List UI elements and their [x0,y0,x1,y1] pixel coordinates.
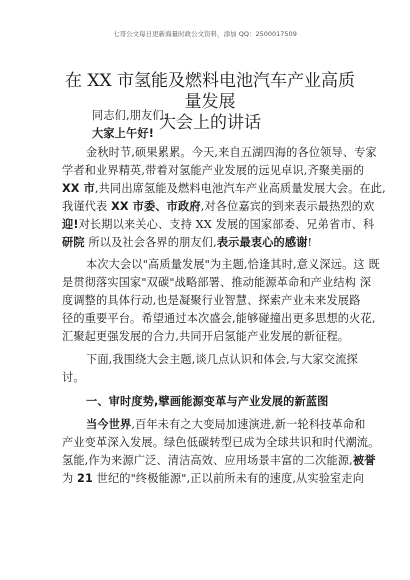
paragraph-2-line-3: 度调整的具体行动,也是凝聚行业智慧、探索产业未来发展路 [62,294,361,307]
text-span: 为 [62,472,78,485]
paragraph-2-line-4: 径的重要平台。希望通过本次盛会,能够碰撞出更多思想的火花, [62,312,376,325]
thanks-emphasis: 表示最衷心的感谢 [216,236,308,249]
paragraph-1-line-3 [62,182,386,196]
city-name: XX 市 [62,182,95,195]
paragraph-1-line-5 [62,218,374,232]
section-heading-1: 一、审时度势,擘画能源变革与产业发展的新蓝图 [86,395,329,408]
text-span: 对长期以来关心、支持 XX 发展的国家部委、兄弟省市、科 [78,218,375,231]
paragraph-4-line-1 [86,418,366,432]
welcome-emphasis: 迎! [62,218,79,231]
paragraph-2-line-1: 本次大会以"高质量发展"为主题,恰逢其时,意义深远。这 既 [86,258,380,271]
header-watermark: 七哥公文每日更新海量时政公文资料，添加 QQ：2500017509 [113,30,297,38]
text-span: ,百年未有之大变局加速演进,新一轮科技革命和 [131,418,366,431]
text-span: 所以及社会各界的朋友们, [84,236,217,249]
title-line-1: 在 XX 市氢能及燃料电池汽车产业高质量发展 [64,71,355,112]
text-span: ,对各位嘉宾的到来表示最热烈的欢 [200,200,375,213]
text-span: ,共同出席氢能及燃料电池汽车产业高质量发展大会。在此, [94,182,386,195]
paragraph-4-line-3 [62,454,376,468]
lead-emphasis: 当今世界 [86,418,132,431]
research-emphasis: 研院 [62,236,85,249]
paragraph-4-line-4 [62,472,364,486]
text-span: ! [307,236,313,249]
paragraph-3-line-1: 下面,我围绕大会主题,谈几点认识和体会,与大家交流探 [86,353,358,366]
text-span: 我谨代表 [62,200,112,213]
paragraph-1-line-2: 学者和业界精英,带着对氢能产业发展的远见卓识,齐聚美丽的 [62,164,365,177]
paragraph-2-line-5: 汇聚起更强发展的合力,共同开启氢能产业发展的新征程。 [62,330,350,343]
paragraph-1-line-4 [62,200,374,214]
text-span: 氢能,作为来源广泛、清洁高效、应用场景丰富的二次能源, [62,454,353,467]
greeting: 同志们,朋友们: [92,109,168,122]
paragraph-2-line-2: 是贯彻落实国家"双碳"战略部署、推动能源革命和产业结构 深 [62,276,372,289]
paragraph-1-line-1: 金秋时节,硕果累累。今天,来自五湖四海的各位领导、专家 [86,146,377,159]
paragraph-4-line-2: 产业变革深入发展。绿色低碳转型已成为全球共识和时代潮流。 [62,436,380,449]
praised-emphasis: 被誉 [352,454,376,467]
city-government: XX 市委、市政府 [111,200,201,213]
text-span: 世纪的"终极能源",正以前所未有的速度,从实验室走向 [92,472,365,485]
salute: 大家上午好! [92,127,154,140]
page-title [60,71,360,134]
paragraph-1-line-6 [62,236,312,250]
title-line-2: 大会上的讲话 [159,113,261,133]
century-number: 21 [77,472,93,485]
paragraph-3-line-2: 讨。 [62,371,85,384]
